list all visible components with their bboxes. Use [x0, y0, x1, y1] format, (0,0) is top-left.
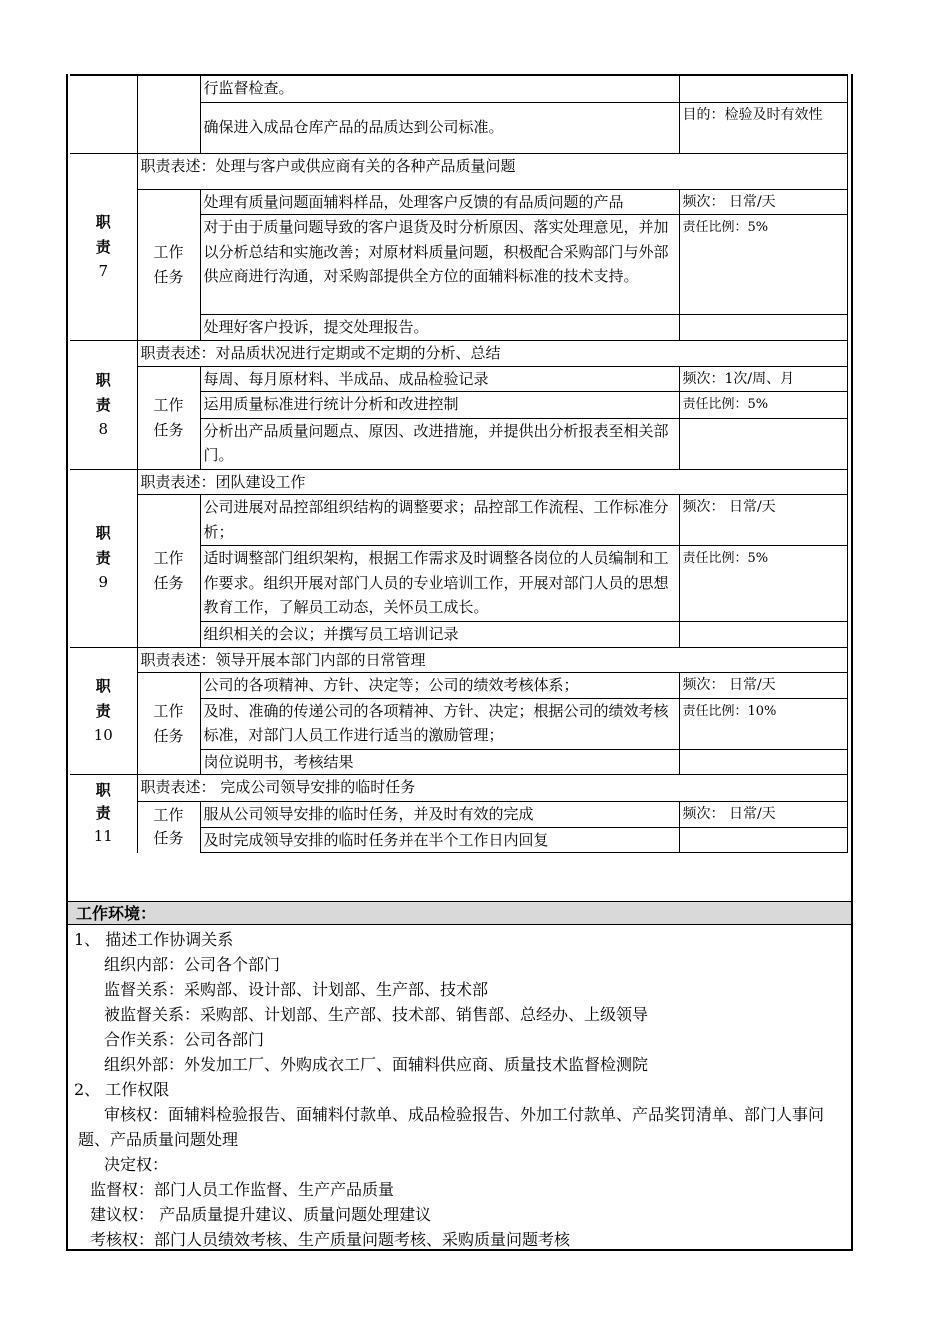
side-cell: 目的：检验及时有效性	[679, 102, 847, 153]
task-label: 工作任务	[137, 802, 200, 853]
env-line: 审核权：面辅料检验报告、面辅料付款单、成品检验报告、外加工付款单、产品奖罚清单、部门人事问题、产品质量问题处理	[78, 1105, 825, 1149]
task-cell: 及时、准确的传递公司的各项精神、方针、决定；根据公司的绩效考核标准，对部门人员工作进行适当的激励管理；	[200, 698, 679, 749]
duty-number: 11	[93, 827, 113, 846]
section-heading: 1、 描述工作协调关系	[74, 930, 234, 949]
env-line: 决定权：	[104, 1155, 169, 1174]
side-cell: 责任比例：5%	[679, 546, 847, 622]
env-line: 被监督关系：采购部、计划部、生产部、技术部、销售部、总经办、上级领导	[104, 1005, 649, 1024]
task-label: 工作任务	[137, 495, 200, 648]
duty-label: 职责 8	[70, 341, 137, 470]
side-cell: 责任比例：5%	[679, 392, 847, 419]
env-line: 组织外部：外发加工厂、外购成衣工厂、面辅料供应商、质量技术监督检测院	[104, 1055, 649, 1074]
task-cell: 行监督检查。	[200, 75, 679, 102]
task-cell: 服从公司领导安排的临时任务，并及时有效的完成	[200, 802, 679, 828]
env-line: 监督权：部门人员工作监督、生产产品质量	[90, 1180, 395, 1199]
env-line: 考核权：部门人员绩效考核、生产质量问题考核、采购质量问题考核	[90, 1230, 571, 1249]
duty-statement-row	[70, 469, 847, 495]
task-cell: 处理有质量问题面辅料样品，处理客户反馈的有品质问题的产品	[200, 189, 679, 215]
side-cell	[679, 75, 847, 102]
task-cell: 及时完成领导安排的临时任务并在半个工作日内回复	[200, 827, 679, 853]
table-row	[70, 75, 847, 102]
task-cell: 公司的各项精神、方针、决定等；公司的绩效考核体系；	[200, 673, 679, 699]
task-cell: 适时调整部门组织架构，根据工作需求及时调整各岗位的人员编制和工作要求。组织开展对部门人员的专业培训工作，开展对部门人员的思想教育工作，了解员工动态，关怀员工成长。	[200, 546, 679, 622]
task-cell: 每周、每月原材料、半成品、成品检验记录	[200, 366, 679, 392]
side-cell: 责任比例：10%	[679, 698, 847, 749]
duty-statement-row	[70, 647, 847, 673]
table-row	[70, 366, 847, 392]
task-cell: 组织相关的会议；并撰写员工培训记录	[200, 622, 679, 648]
duties-table	[70, 74, 848, 853]
table-row	[70, 802, 847, 828]
side-cell	[679, 827, 847, 853]
task-label: 工作任务	[137, 366, 200, 469]
side-cell: 频次： 日常/天	[679, 802, 847, 828]
task-cell: 运用质量标准进行统计分析和改进控制	[200, 392, 679, 419]
duty-statement: 职责表述： 完成公司领导安排的临时任务	[137, 775, 847, 802]
task-cell: 确保进入成品仓库产品的品质达到公司标准。	[200, 102, 679, 153]
duty-statement-row	[70, 341, 847, 367]
env-line: 合作关系：公司各部门	[104, 1030, 265, 1049]
env-line: 建议权： 产品质量提升建议、质量问题处理建议	[90, 1205, 432, 1224]
side-cell	[679, 749, 847, 775]
task-cell: 处理好客户投诉，提交处理报告。	[200, 315, 679, 341]
duty-number: 7	[98, 262, 109, 280]
task-label: 工作任务	[137, 189, 200, 341]
table-row	[70, 495, 847, 546]
duty-label: 职责 7	[70, 153, 137, 341]
side-cell: 频次： 日常/天	[679, 495, 847, 546]
task-cell: 分析出产品质量问题点、原因、改进措施，并提供出分析报表至相关部门。	[200, 418, 679, 469]
duty-label: 职责 10	[70, 647, 137, 775]
table-row	[70, 673, 847, 699]
task-cell: 公司进展对品控部组织结构的调整要求；品控部工作流程、工作标准分析；	[200, 495, 679, 546]
duty-statement: 职责表述：处理与客户或供应商有关的各种产品质量问题	[137, 153, 847, 189]
duty-statement-row	[70, 153, 847, 189]
side-cell: 频次： 日常/天	[679, 673, 847, 699]
duty-statement: 职责表述：对品质状况进行定期或不定期的分析、总结	[137, 341, 847, 367]
duty-statement: 职责表述：团队建设工作	[137, 469, 847, 495]
env-line: 监督关系：采购部、设计部、计划部、生产部、技术部	[104, 980, 489, 999]
duty-number: 9	[98, 573, 109, 592]
duty-number: 8	[98, 420, 109, 438]
side-cell	[679, 315, 847, 341]
duty-statement: 职责表述：领导开展本部门内部的日常管理	[137, 647, 847, 673]
duty-statement-row	[70, 775, 847, 802]
side-cell	[679, 418, 847, 469]
side-cell	[679, 622, 847, 648]
duty-label: 职责 9	[70, 469, 137, 647]
duty-label: 职责 11	[70, 775, 137, 853]
table-row	[70, 189, 847, 215]
task-cell: 岗位说明书，考核结果	[200, 749, 679, 775]
work-environment-body	[74, 927, 844, 1252]
task-cell: 对于由于质量问题导致的客户退货及时分析原因、落实处理意见，并加以分析总结和实施改善；对原材料质量问题，积极配合采购部门与外部供应商进行沟通，对采购部提供全方位的面辅料标准的技术支持。	[200, 215, 679, 315]
side-cell: 频次：1次/周、月	[679, 366, 847, 392]
side-cell: 责任比例：5%	[679, 215, 847, 315]
duty-number: 10	[93, 726, 113, 744]
side-cell: 频次： 日常/天	[679, 189, 847, 215]
section-heading: 2、 工作权限	[74, 1080, 170, 1099]
task-label: 工作任务	[137, 673, 200, 775]
env-line: 组织内部：公司各个部门	[104, 955, 281, 974]
work-environment-heading: 工作环境：	[68, 901, 851, 925]
